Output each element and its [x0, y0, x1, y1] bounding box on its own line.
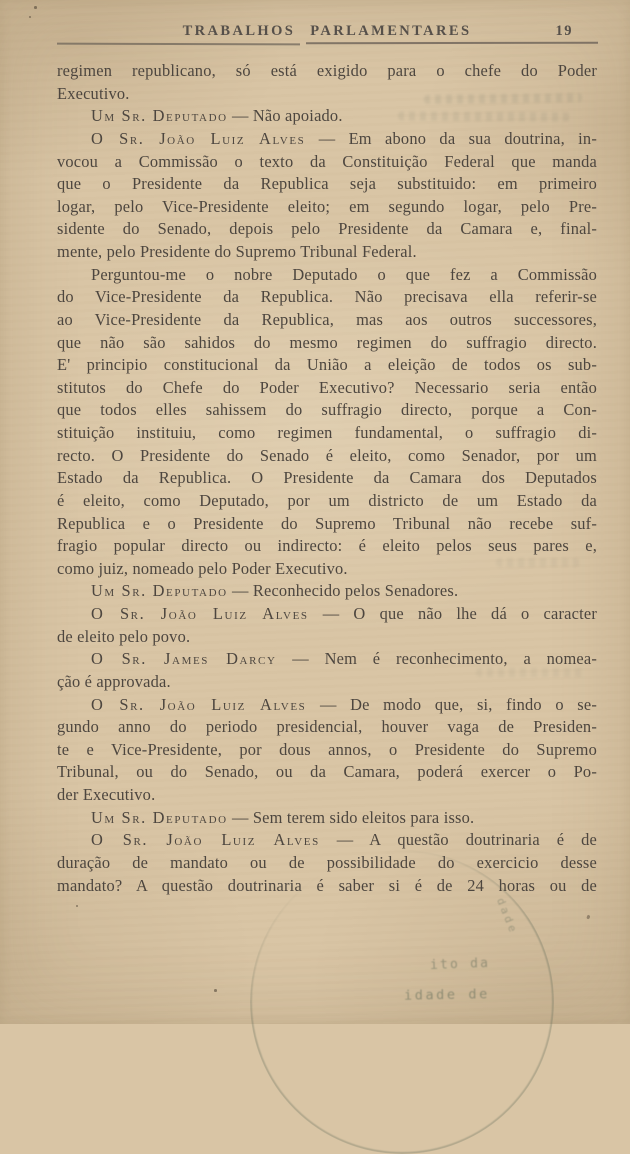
showthrough-smudge — [476, 668, 584, 677]
text-line — [57, 445, 597, 468]
text-segment: como juiz, nomeado pelo Poder Executivo. — [57, 558, 348, 578]
showthrough-smudge — [496, 558, 580, 567]
text-segment: mente, pelo Presidente do Supremo Tribunal Federal. — [57, 242, 417, 261]
header-rule-right-segment — [306, 41, 598, 43]
showthrough-smudge — [424, 93, 582, 104]
library-stamp-text: idade de — [403, 986, 490, 1004]
speaker-name: O Sr. João Luiz Alves — [91, 694, 307, 714]
paper-speck — [76, 905, 78, 907]
text-segment: E' principio constitucional da União a eleição de todos os sub- — [57, 355, 597, 375]
text-segment: recto. O Presidente do Senado é eleito, como Senador, por um — [57, 445, 597, 465]
paper-speck — [29, 16, 31, 18]
text-line — [57, 128, 597, 151]
text-line — [57, 264, 597, 287]
text-line — [57, 467, 597, 490]
text-segment: do Vice-Presidente da Republica. Não precisava ella referir-se — [57, 287, 597, 307]
text-line — [57, 354, 597, 377]
text-segment: logar, pelo Vice-Presidente eleito; em segundo logar, pelo Pre- — [57, 196, 597, 216]
library-stamp-text: ito da — [429, 955, 491, 974]
text-line — [57, 716, 597, 739]
text-segment: mandato? A questão doutrinaria é saber si é de 24 horas ou de — [57, 875, 597, 895]
running-header — [57, 23, 597, 41]
library-stamp-circle — [250, 850, 554, 1154]
text-segment: que não são sahidos do mesmo regimen do suffragio directo. — [57, 332, 597, 352]
text-segment: Perguntou-me o nobre Deputado o que fez a Commissão — [91, 264, 597, 284]
text-line — [57, 151, 597, 174]
text-segment: é eleito, como Deputado, por um districto de um Estado da — [57, 490, 597, 510]
speaker-name: Um Sr. Deputado — [91, 106, 228, 126]
header-title: TRABALHOS PARLAMENTARES — [182, 23, 472, 39]
text-segment: Republica e o Presidente do Supremo Tribunal não recebe suf- — [57, 513, 597, 533]
text-line — [57, 626, 597, 649]
paper-speck — [586, 915, 590, 919]
text-line — [57, 309, 597, 332]
page-number: 19 — [555, 23, 573, 39]
text-line — [57, 218, 597, 241]
text-line — [57, 784, 597, 807]
paper-speck — [214, 989, 217, 992]
text-segment: que todos elles sahissem do suffragio directo, porque a Con- — [57, 400, 597, 420]
text-segment: de eleito pelo povo. — [57, 626, 191, 646]
paper-speck — [34, 6, 37, 9]
text-line — [57, 761, 597, 784]
text-line — [57, 829, 597, 852]
speaker-name: O Sr. João Luiz Alves — [91, 128, 306, 148]
text-line — [57, 422, 597, 445]
text-segment: — Reconhecido pelos Senadores. — [227, 581, 459, 601]
text-line — [57, 490, 597, 513]
text-segment: duração de mandato ou de possibilidade do exercicio desse — [57, 852, 597, 872]
page-body — [57, 60, 597, 897]
text-segment: — O que não lhe dá o caracter — [308, 604, 597, 623]
text-line — [57, 377, 597, 400]
text-segment: que o Presidente da Republica seja substituido: em primeiro — [57, 174, 597, 194]
text-segment: — De modo que, si, findo o se- — [306, 694, 597, 714]
text-segment: der Executivo. — [57, 785, 156, 804]
speaker-name: Um Sr. Deputado — [91, 807, 228, 827]
text-segment: gundo anno do periodo presidencial, houver vaga de Presiden- — [57, 717, 597, 737]
text-segment: — Em abono da sua doutrina, in- — [305, 128, 597, 148]
text-segment: sidente do Senado, depois pelo Presidente da Camara e, final- — [57, 219, 597, 239]
text-segment: fragio popular directo ou indirecto: é eleito pelos seus pares e, — [57, 536, 597, 556]
text-line — [57, 603, 597, 626]
speaker-name: O Sr. João Luiz Alves — [91, 830, 320, 850]
text-segment: — Nem é reconhecimento, a nomea- — [276, 649, 597, 669]
text-line — [57, 241, 597, 264]
text-segment: stituição instituiu, como regimen fundamental, o suffragio di- — [57, 423, 597, 442]
text-segment: stitutos do Chefe do Poder Executivo? Necessario seria então — [57, 377, 597, 397]
text-segment: — A questão doutrinaria é de — [319, 830, 597, 850]
text-line — [57, 694, 597, 717]
text-line — [57, 807, 597, 830]
text-segment: Executivo. — [57, 83, 130, 103]
text-line — [57, 196, 597, 219]
text-segment: vocou a Commissão o texto da Constituição Federal que manda — [57, 151, 597, 171]
speaker-name: Um Sr. Deputado — [91, 581, 228, 601]
showthrough-smudge — [398, 111, 570, 121]
speaker-name: O Sr. James Darcy — [91, 649, 277, 669]
text-segment: ao Vice-Presidente da Republica, mas aos outros successores, — [57, 309, 597, 329]
text-segment: te e Vice-Presidente, por dous annos, o Presidente do Supremo — [57, 739, 597, 759]
text-line — [57, 739, 597, 762]
text-segment: — Sem terem sido eleitos para isso. — [227, 807, 475, 827]
text-segment: regimen republicano, só está exigido para o chefe do Poder — [57, 61, 597, 80]
speaker-name: O Sr. João Luiz Alves — [91, 604, 309, 623]
text-line — [57, 535, 597, 558]
text-segment: — Não apoiado. — [227, 106, 343, 126]
text-line — [57, 580, 597, 603]
text-segment: Estado da Republica. O Presidente da Camara dos Deputados — [57, 468, 597, 488]
header-rule-left-segment — [57, 43, 300, 45]
text-line — [57, 60, 597, 83]
text-line — [57, 513, 597, 536]
text-line — [57, 399, 597, 422]
text-line — [57, 332, 597, 355]
text-line — [57, 286, 597, 309]
library-stamp-arc-text: dade — [493, 896, 521, 937]
text-line — [57, 173, 597, 196]
text-segment: Tribunal, ou do Senado, ou da Camara, poderá exercer o Po- — [57, 762, 597, 782]
text-segment: ção é approvada. — [57, 671, 171, 691]
